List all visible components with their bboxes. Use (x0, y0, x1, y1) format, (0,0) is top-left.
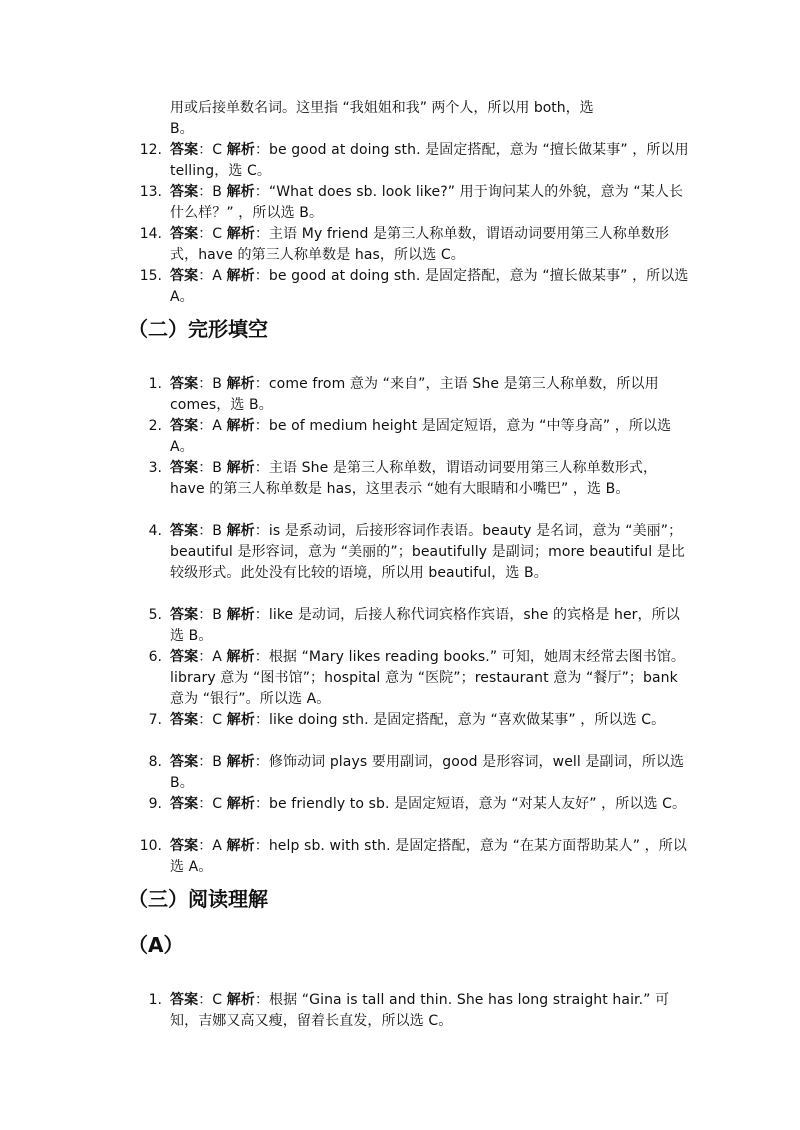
item-body (170, 521, 690, 584)
explanation-text: ：be of medium height 是固定短语，意为 “中等身高” ，所以选 A。 (170, 418, 672, 455)
explanation-text: ：根据 “Mary likes reading books.” 可知，她周末经常去图书馆。library 意为 “图书馆”；hospital 意为 “医院”；restaurant 意为 “餐厅”；bank 意为 “银行”。所以选 A。 (170, 649, 686, 707)
explanation-label: 解析 (226, 142, 255, 158)
explanation-label: 解析 (226, 184, 255, 200)
item-number: 2. (148, 418, 162, 434)
answer-label: 答案 (170, 992, 199, 1008)
section-heading-cloze: （二）完形填空 (128, 317, 268, 341)
answer-value: ：C (198, 226, 227, 242)
answer-value: ：A (198, 268, 227, 284)
answer-value: ：C (198, 142, 227, 158)
item-number: 14. (139, 226, 162, 242)
explanation-label: 解析 (226, 754, 255, 770)
item-number: 15. (139, 268, 162, 284)
explanation-label: 解析 (226, 268, 255, 284)
item-number: 6. (148, 649, 162, 665)
answer-label: 答案 (170, 184, 199, 200)
answer-label: 答案 (170, 796, 199, 812)
subsection-heading-a: （A） (128, 933, 184, 957)
answer-value: ：C (198, 796, 227, 812)
explanation-text: ：be good at doing sth. 是固定搭配，意为 “擅长做某事” ，所以用 telling，选 C。 (170, 142, 689, 179)
answer-value: ：C (198, 992, 227, 1008)
explanation-text: ：like 是动词，后接人称代词宾格作宾语，she 的宾格是 her，所以选 B。 (170, 607, 680, 644)
item-body (170, 416, 690, 458)
explanation-label: 解析 (226, 226, 255, 242)
item-number: 10. (139, 838, 162, 854)
answer-value: ：B (198, 460, 227, 476)
explanation-text: ：is 是系动词，后接形容词作表语。beauty 是名词，意为 “美丽”；beautiful 是形容词，意为 “美丽的”；beautifully 是副词；more beautiful 是比较级形式。此处没有比较的语境，所以用 beautiful，选 B。 (170, 523, 685, 581)
explanation-text: ：“What does sb. look like?” 用于询问某人的外貌，意为 “某人长什么样？” ，所以选 B。 (170, 184, 684, 221)
explanation-label: 解析 (226, 712, 255, 728)
explanation-text: ：be good at doing sth. 是固定搭配，意为 “擅长做某事” ，所以选 A。 (170, 268, 689, 305)
explanation-text: ：like doing sth. 是固定搭配，意为 “喜欢做某事” ，所以选 C。 (254, 712, 666, 728)
explanation-text: ：根据 “Gina is tall and thin. She has long straight hair.” 可知，吉娜又高又瘦，留着长直发，所以选 C。 (170, 992, 670, 1029)
answer-label: 答案 (170, 268, 199, 284)
explanation-text: ：come from 意为 “来自”，主语 She 是第三人称单数，所以用 comes，选 B。 (170, 376, 659, 413)
item-body (170, 990, 690, 1032)
answer-value: ：A (198, 838, 227, 854)
item-body (170, 710, 690, 731)
answer-value: ：B (198, 607, 227, 623)
answer-label: 答案 (170, 754, 199, 770)
item-body (170, 224, 690, 266)
answer-label: 答案 (170, 712, 199, 728)
continuation-line-2: B。 (170, 121, 194, 137)
item-number: 13. (139, 184, 162, 200)
answer-label: 答案 (170, 226, 199, 242)
explanation-text: ：be friendly to sb. 是固定短语，意为 “对某人友好” ，所以选 C。 (254, 796, 687, 812)
item-number: 1. (148, 992, 162, 1008)
answer-label: 答案 (170, 460, 199, 476)
item-number: 5. (148, 607, 162, 623)
explanation-label: 解析 (226, 376, 255, 392)
item-number: 1. (148, 376, 162, 392)
explanation-text: ：修饰动词 plays 要用副词，good 是形容词，well 是副词，所以选 B。 (170, 754, 685, 791)
answer-label: 答案 (170, 649, 199, 665)
section-heading-reading: （三）阅读理解 (128, 887, 268, 911)
explanation-label: 解析 (226, 523, 255, 539)
explanation-text: ：help sb. with sth. 是固定搭配，意为 “在某方面帮助某人” ，所以选 A。 (170, 838, 687, 875)
explanation-label: 解析 (226, 460, 255, 476)
item-number: 12. (139, 142, 162, 158)
item-body (170, 458, 690, 500)
explanation-label: 解析 (226, 649, 255, 665)
explanation-label: 解析 (226, 796, 255, 812)
item-number: 9. (148, 796, 162, 812)
item-body (170, 836, 690, 878)
answer-label: 答案 (170, 607, 199, 623)
answer-label: 答案 (170, 523, 199, 539)
explanation-label: 解析 (226, 607, 255, 623)
answer-value: ：A (198, 418, 227, 434)
item-number: 3. (148, 460, 162, 476)
explanation-text: ：主语 She 是第三人称单数，谓语动词要用第三人称单数形式，have 的第三人称单数是 has，这里表示 “她有大眼睛和小嘴巴” ，选 B。 (170, 460, 658, 497)
answer-label: 答案 (170, 838, 199, 854)
answer-value: ：B (198, 523, 227, 539)
explanation-label: 解析 (226, 418, 255, 434)
answer-value: ：B (198, 376, 227, 392)
item-body (170, 374, 690, 416)
item-body (170, 605, 690, 647)
explanation-label: 解析 (226, 838, 255, 854)
answer-label: 答案 (170, 376, 199, 392)
item-body (170, 266, 690, 308)
answer-value: ：C (198, 712, 227, 728)
explanation-label: 解析 (226, 992, 255, 1008)
item-body (170, 752, 690, 794)
item-body (170, 794, 690, 815)
answer-label: 答案 (170, 142, 199, 158)
answer-value: ：B (198, 754, 227, 770)
item-body (170, 647, 690, 710)
answer-label: 答案 (170, 418, 199, 434)
continuation-line-1: 用或后接单数名词。这里指 “我姐姐和我” 两个人，所以用 both，选 (170, 100, 594, 116)
item-number: 7. (148, 712, 162, 728)
item-number: 4. (148, 523, 162, 539)
item-body (170, 140, 690, 182)
item-body (170, 182, 690, 224)
continuation-text (170, 98, 690, 140)
answer-value: ：B (198, 184, 227, 200)
explanation-text: ：主语 My friend 是第三人称单数，谓语动词要用第三人称单数形式，have 的第三人称单数是 has，所以选 C。 (170, 226, 670, 263)
answer-value: ：A (198, 649, 227, 665)
item-number: 8. (148, 754, 162, 770)
